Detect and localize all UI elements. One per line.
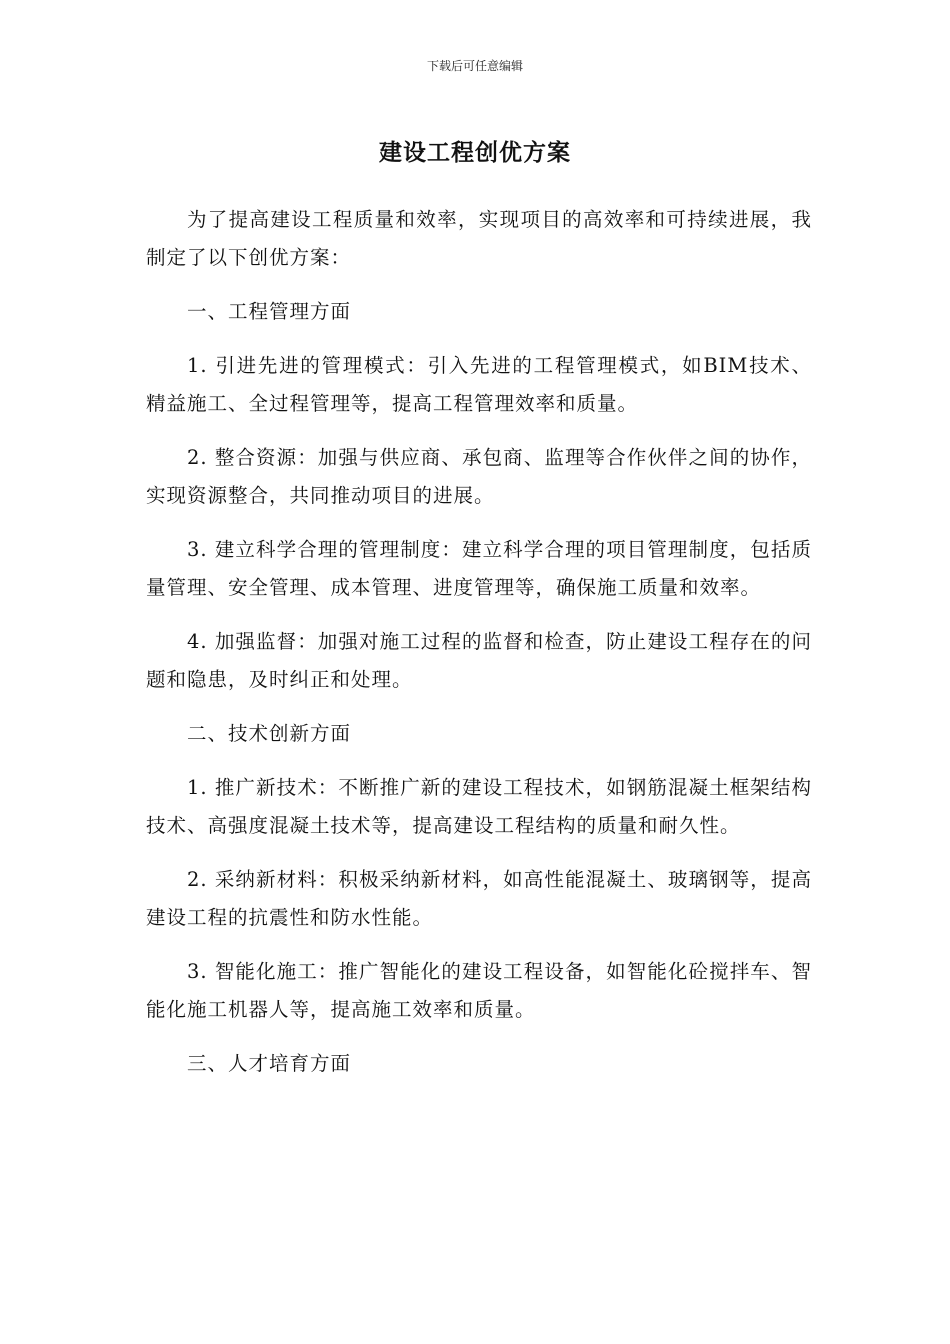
list-item-paragraph: 2. 采纳新材料：积极采纳新材料，如高性能混凝土、玻璃钢等，提高建设工程的抗震性和防水性能。 bbox=[146, 868, 812, 929]
list-item-paragraph: 2. 整合资源：加强与供应商、承包商、监理等合作伙伴之间的协作，实现资源整合，共同推动项目的进展。 bbox=[146, 446, 812, 507]
list-item-paragraph: 1. 推广新技术：不断推广新的建设工程技术，如钢筋混凝土框架结构技术、高强度混凝土技术等，提高建设工程结构的质量和耐久性。 bbox=[146, 776, 812, 837]
document-body bbox=[146, 201, 812, 1099]
document-title: 建设工程创优方案 bbox=[379, 140, 571, 166]
list-item-paragraph: 1. 引进先进的管理模式：引入先进的工程管理模式，如BIM技术、精益施工、全过程管理等，提高工程管理效率和质量。 bbox=[146, 354, 812, 415]
section-heading-talent: 三、人才培育方面 bbox=[186, 1052, 351, 1075]
intro-paragraph: 为了提高建设工程质量和效率，实现项目的高效率和可持续进展，我制定了以下创优方案： bbox=[146, 208, 812, 269]
section-heading-technology: 二、技术创新方面 bbox=[186, 722, 351, 745]
section-heading-management: 一、工程管理方面 bbox=[186, 300, 351, 323]
header-note: 下载后可任意编辑 bbox=[426, 59, 523, 73]
list-item-paragraph: 4. 加强监督：加强对施工过程的监督和检查，防止建设工程存在的问题和隐患，及时纠正和处理。 bbox=[146, 630, 812, 691]
list-item-paragraph: 3. 建立科学合理的管理制度：建立科学合理的项目管理制度，包括质量管理、安全管理、成本管理、进度管理等，确保施工质量和效率。 bbox=[146, 538, 812, 599]
list-item-paragraph: 3. 智能化施工：推广智能化的建设工程设备，如智能化砼搅拌车、智能化施工机器人等，提高施工效率和质量。 bbox=[146, 960, 812, 1021]
